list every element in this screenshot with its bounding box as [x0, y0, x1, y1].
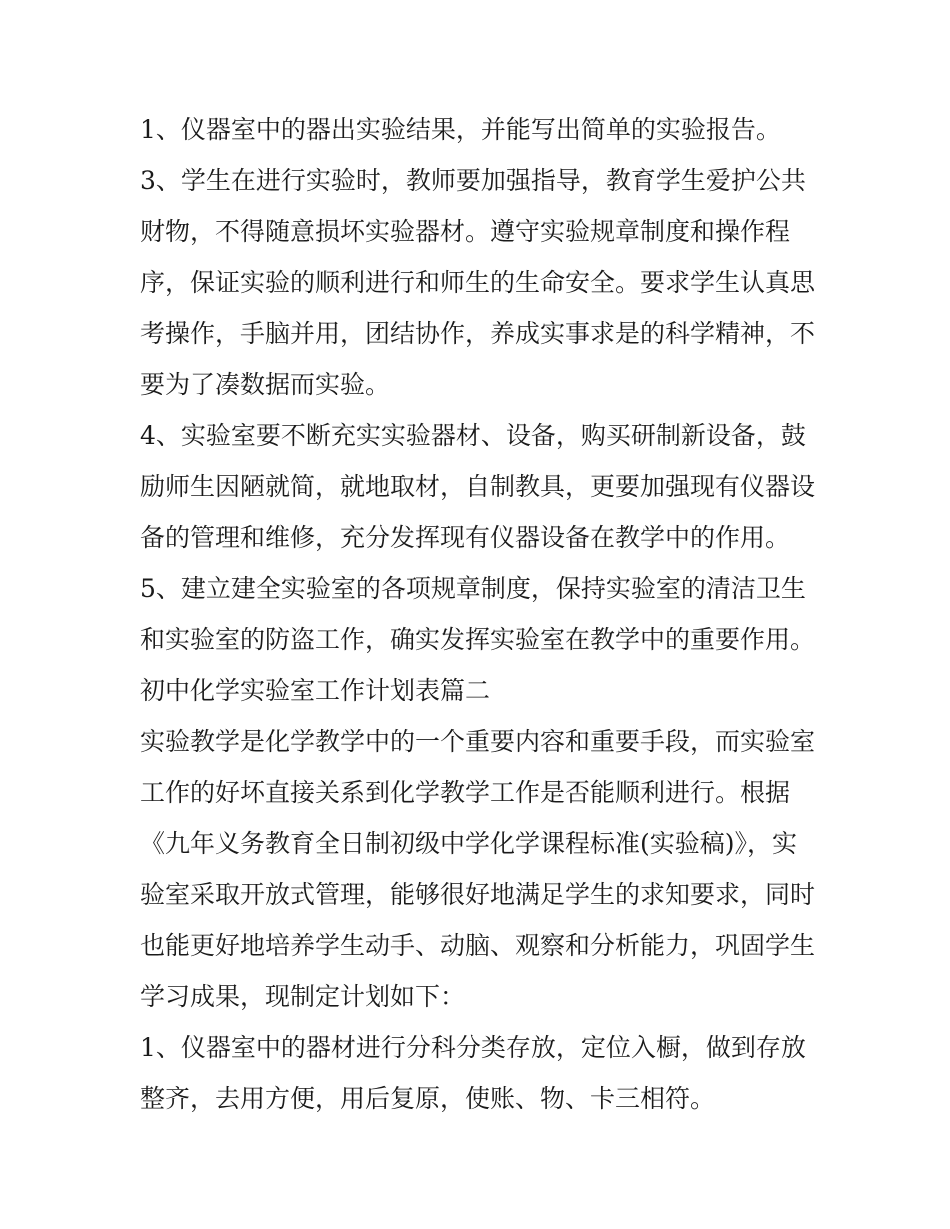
document-body: [140, 104, 820, 1124]
paragraph-item-3: 3、学生在进行实验时，教师要加强指导，教育学生爱护公共 财物，不得随意损坏实验器材。遵守实验规章制度和操作程 序，保证实验的顺利进行和师生的生命安全。要求学生认真思 考操作，手脑并用，团结协作，养成实事求是的科学精神，不 要为了凑数据而实验。: [140, 166, 816, 399]
intro-paragraph: 实验教学是化学教学中的一个重要内容和重要手段，而实验室 工作的好坏直接关系到化学教学工作是否能顺利进行。根据 《九年义务教育全日制初级中学化学课程标准(实验稿)》，实 验室采取开放式管理，能够很好地满足学生的求知要求，同时 也能更好地培养学生动手、动脑、观察和分析能力，巩固学生 学习成果，现制定计划如下：: [140, 727, 816, 1011]
paragraph-item-5: 5、建立建全实验室的各项规章制度，保持实验室的清洁卫生 和实验室的防盗工作，确实发挥实验室在教学中的重要作用。: [140, 574, 816, 654]
paragraph-item-4: 4、实验室要不断充实实验器材、设备，购买研制新设备，鼓 励师生因陋就简，就地取材，自制教具，更要加强现有仪器设 备的管理和维修，充分发挥现有仪器设备在教学中的作用。: [140, 421, 816, 552]
paragraph-item-1-storage: 1、仪器室中的器材进行分科分类存放，定位入橱，做到存放 整齐，去用方便，用后复原，使账、物、卡三相符。: [140, 1033, 806, 1113]
paragraph-item-1: 1、仪器室中的器出实验结果，并能写出简单的实验报告。: [140, 115, 781, 144]
section-heading: 初中化学实验室工作计划表篇二: [140, 676, 491, 705]
